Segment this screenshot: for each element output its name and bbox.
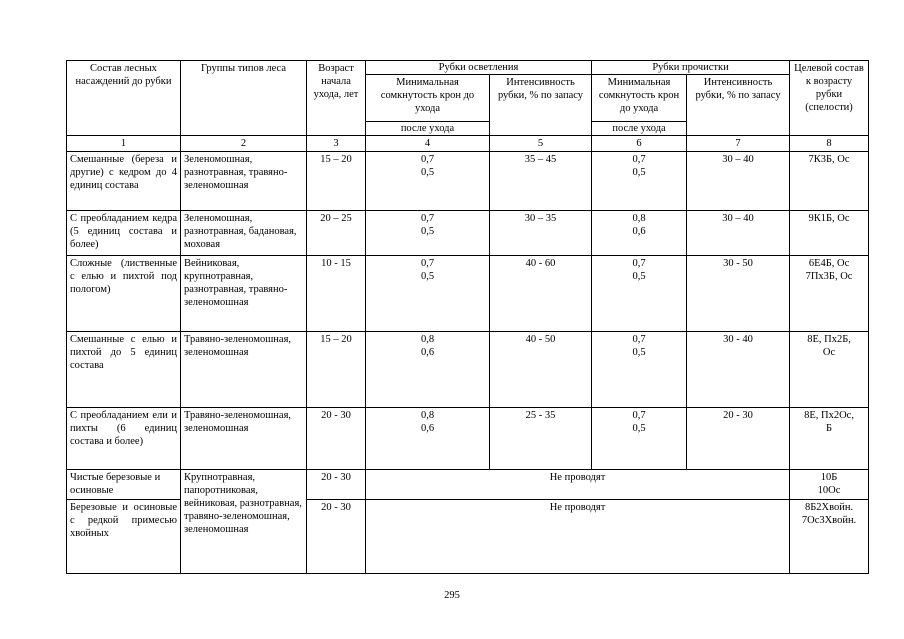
cell-composition: С преобладанием кедра (5 единиц состава и более) bbox=[67, 211, 181, 256]
header-target-composition: Целевой состав к возрасту рубки (спелости) bbox=[790, 61, 869, 136]
header-thinning-min-density: Минимальная сомкнутость крон до ухода bbox=[592, 75, 687, 122]
column-numbers-row bbox=[67, 136, 869, 152]
col-number: 4 bbox=[366, 136, 490, 152]
cell-composition: Чистые березовые и осиновые bbox=[67, 470, 181, 500]
col-number: 2 bbox=[181, 136, 307, 152]
cell-clearing-density bbox=[366, 152, 490, 211]
cell-thinning-intensity: 30 - 40 bbox=[687, 332, 790, 408]
density-before: 0,7 bbox=[632, 154, 646, 165]
cell-target bbox=[790, 256, 869, 332]
silviculture-table bbox=[66, 60, 869, 574]
cell-composition: Сложные (лиственные с елью и пихтой под пологом) bbox=[67, 256, 181, 332]
target-line: 8Б2Хвойн. bbox=[804, 502, 854, 513]
target-line: 9К1Б, Ос bbox=[808, 213, 850, 224]
target-line: 7Пх3Б, Ос bbox=[805, 271, 853, 282]
header-clearing-after-care: после ухода bbox=[366, 122, 490, 136]
target-line: 7Ос3Хвойн. bbox=[801, 515, 857, 526]
header-start-age: Возраст начала ухода, лет bbox=[307, 61, 366, 136]
cell-target bbox=[790, 500, 869, 574]
cell-age: 20 - 30 bbox=[307, 470, 366, 500]
cell-clearing-density bbox=[366, 211, 490, 256]
header-thinning-after-care: после ухода bbox=[592, 122, 687, 136]
density-before: 0,8 bbox=[420, 410, 435, 421]
cell-thinning-intensity: 30 – 40 bbox=[687, 211, 790, 256]
density-after: 0,5 bbox=[420, 226, 435, 237]
cell-forest-types: Зеленомошная, разнотравная, бадановая, моховая bbox=[181, 211, 307, 256]
density-before: 0,7 bbox=[632, 258, 646, 269]
cell-thinning-density bbox=[592, 332, 687, 408]
cell-age: 15 – 20 bbox=[307, 152, 366, 211]
target-line: 10Б bbox=[820, 472, 838, 483]
header-thinning-intensity: Интенсивность рубки, % по запасу bbox=[687, 75, 790, 136]
cell-thinning-density bbox=[592, 408, 687, 470]
density-before: 0,8 bbox=[420, 334, 435, 345]
cell-clearing-intensity: 30 – 35 bbox=[490, 211, 592, 256]
table-row bbox=[67, 152, 869, 211]
cell-clearing-density bbox=[366, 256, 490, 332]
cell-target bbox=[790, 211, 869, 256]
header-clearing-cuts: Рубки осветления bbox=[366, 61, 592, 75]
target-line: 10Ос bbox=[817, 485, 841, 496]
cell-thinning-density bbox=[592, 256, 687, 332]
target-line: Б bbox=[826, 423, 833, 434]
header-forest-types: Группы типов леса bbox=[181, 61, 307, 136]
table-row bbox=[67, 408, 869, 470]
cell-age: 15 – 20 bbox=[307, 332, 366, 408]
target-line: 8Е, Пх2Ос, bbox=[804, 410, 854, 421]
density-before: 0,8 bbox=[632, 213, 646, 224]
cell-age: 20 - 30 bbox=[307, 408, 366, 470]
cell-clearing-intensity: 25 - 35 bbox=[490, 408, 592, 470]
col-number: 8 bbox=[790, 136, 869, 152]
col-number: 3 bbox=[307, 136, 366, 152]
cell-age: 20 - 30 bbox=[307, 500, 366, 574]
cell-target bbox=[790, 470, 869, 500]
density-before: 0,7 bbox=[420, 213, 435, 224]
cell-not-performed: Не проводят bbox=[366, 470, 790, 500]
cell-forest-types: Вейниковая, крупнотравная, разнотравная, травяно-зеленомошная bbox=[181, 256, 307, 332]
cell-forest-types-merged: Крупнотравная, папоротниковая, вейниковая, разнотравная, травяно-зеленомошная, зеленомошная bbox=[181, 470, 307, 574]
target-line: 7К3Б, Ос bbox=[808, 154, 850, 165]
header-thinning-cuts: Рубки прочистки bbox=[592, 61, 790, 75]
cell-forest-types: Травяно-зеленомошная, зеленомошная bbox=[181, 332, 307, 408]
cell-clearing-intensity: 40 - 60 bbox=[490, 256, 592, 332]
table-row bbox=[67, 470, 869, 500]
density-after: 0,5 bbox=[632, 347, 646, 358]
cell-clearing-intensity: 35 – 45 bbox=[490, 152, 592, 211]
header-clearing-intensity: Интенсивность рубки, % по запасу bbox=[490, 75, 592, 136]
header-composition: Состав лесных насаждений до рубки bbox=[67, 61, 181, 136]
cell-forest-types: Травяно-зеленомошная, зеленомошная bbox=[181, 408, 307, 470]
target-line: 8Е, Пх2Б, bbox=[807, 334, 851, 345]
cell-clearing-intensity: 40 - 50 bbox=[490, 332, 592, 408]
cell-forest-types: Зеленомошная, разнотравная, травяно-зеленомошная bbox=[181, 152, 307, 211]
target-line: 6Е4Б, Ос bbox=[808, 258, 850, 269]
cell-target bbox=[790, 408, 869, 470]
col-number: 5 bbox=[490, 136, 592, 152]
cell-composition: Смешанные (береза и другие) с кедром до 4 единиц состава bbox=[67, 152, 181, 211]
cell-thinning-density bbox=[592, 211, 687, 256]
cell-thinning-density bbox=[592, 152, 687, 211]
density-after: 0,6 bbox=[632, 226, 646, 237]
page-number: 295 bbox=[444, 590, 460, 601]
density-before: 0,7 bbox=[420, 154, 435, 165]
density-after: 0,5 bbox=[632, 167, 646, 178]
cell-thinning-intensity: 30 – 40 bbox=[687, 152, 790, 211]
density-after: 0,6 bbox=[420, 347, 435, 358]
cell-clearing-density bbox=[366, 408, 490, 470]
density-after: 0,5 bbox=[420, 271, 435, 282]
cell-age: 10 - 15 bbox=[307, 256, 366, 332]
density-after: 0,5 bbox=[420, 167, 435, 178]
cell-composition: Смешанные с елью и пихтой до 5 единиц состава bbox=[67, 332, 181, 408]
table-row bbox=[67, 211, 869, 256]
col-number: 6 bbox=[592, 136, 687, 152]
cell-not-performed: Не проводят bbox=[366, 500, 790, 574]
cell-composition: С преобладанием ели и пихты (6 единиц состава и более) bbox=[67, 408, 181, 470]
cell-target bbox=[790, 332, 869, 408]
table-row bbox=[67, 332, 869, 408]
col-number: 1 bbox=[67, 136, 181, 152]
header-clearing-min-density: Минимальная сомкнутость крон до ухода bbox=[366, 75, 490, 122]
density-after: 0,5 bbox=[632, 423, 646, 434]
target-line: Ос bbox=[822, 347, 836, 358]
col-number: 7 bbox=[687, 136, 790, 152]
cell-thinning-intensity: 30 - 50 bbox=[687, 256, 790, 332]
cell-age: 20 – 25 bbox=[307, 211, 366, 256]
header-row bbox=[67, 61, 869, 75]
density-after: 0,5 bbox=[632, 271, 646, 282]
table-row bbox=[67, 256, 869, 332]
density-before: 0,7 bbox=[632, 334, 646, 345]
density-before: 0,7 bbox=[632, 410, 646, 421]
density-after: 0,6 bbox=[420, 423, 435, 434]
cell-composition: Березовые и осиновые с редкой примесью хвойных bbox=[67, 500, 181, 574]
cell-thinning-intensity: 20 - 30 bbox=[687, 408, 790, 470]
density-before: 0,7 bbox=[420, 258, 435, 269]
cell-target bbox=[790, 152, 869, 211]
cell-clearing-density bbox=[366, 332, 490, 408]
